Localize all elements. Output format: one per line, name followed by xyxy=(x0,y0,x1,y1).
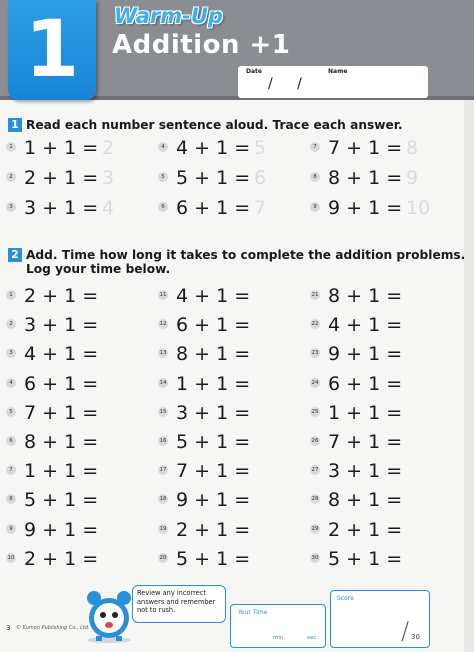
answer-blank[interactable] xyxy=(102,313,142,335)
problem-equation: 8 + 1 = xyxy=(328,285,403,307)
section-1-instruction: Read each number sentence aloud. Trace each answer. xyxy=(26,118,403,132)
answer-blank[interactable] xyxy=(102,284,142,306)
problem-equation: 5 + 1 = xyxy=(176,547,251,570)
answer-blank[interactable] xyxy=(102,430,142,452)
trace-problem xyxy=(6,136,156,160)
problem-equation: 1 + 1 = xyxy=(328,401,403,424)
tip-text: Review any incorrect answers and remember not to rush. xyxy=(137,589,216,614)
section-2-instruction-line1: Add. Time how long it takes to complete the addition problems. xyxy=(26,248,466,262)
problem-number: 24 xyxy=(311,379,319,386)
trace-problem xyxy=(6,166,156,190)
answer-blank[interactable] xyxy=(254,459,294,481)
trace-answer[interactable]: 2 xyxy=(102,137,115,159)
answer-blank[interactable] xyxy=(406,372,446,394)
problem-number: 1 xyxy=(6,290,16,300)
problem-equation: 4 + 1 = xyxy=(328,314,403,337)
problem-number: 22 xyxy=(311,321,319,328)
problem-equation: 8 + 1 = xyxy=(24,431,99,453)
problem-equation: 4 + 1 = xyxy=(24,343,99,366)
problem-number: 5 xyxy=(158,172,168,182)
problem-equation: 9 + 1 = xyxy=(328,197,403,219)
addition-problem xyxy=(310,372,460,396)
problem-equation: 4 + 1 = xyxy=(176,285,251,307)
answer-blank[interactable] xyxy=(102,372,142,394)
addition-problem xyxy=(158,518,308,542)
problem-number: 20 xyxy=(159,554,167,561)
problem-equation: 3 + 1 = xyxy=(328,460,403,483)
answer-blank[interactable] xyxy=(406,342,446,364)
problem-number: 21 xyxy=(311,292,319,298)
answer-blank[interactable] xyxy=(254,518,294,540)
answer-blank[interactable] xyxy=(406,430,446,452)
problem-equation: 9 + 1 = xyxy=(328,343,403,366)
answer-blank[interactable] xyxy=(102,518,142,540)
name-label: Name xyxy=(328,68,348,75)
problem-number: 3 xyxy=(6,202,16,212)
trace-problem xyxy=(310,196,460,220)
problem-equation: 7 + 1 = xyxy=(328,137,403,159)
trace-problem xyxy=(310,166,460,190)
problem-number: 4 xyxy=(158,142,168,152)
problem-equation: 2 + 1 = xyxy=(176,518,251,541)
problem-equation: 4 + 1 = xyxy=(176,137,251,159)
problem-number: 2 xyxy=(6,319,16,329)
problem-equation: 6 + 1 = xyxy=(24,372,99,395)
problem-equation: 6 + 1 = xyxy=(328,372,403,395)
problem-number: 12 xyxy=(159,321,167,328)
answer-blank[interactable] xyxy=(254,313,294,335)
problem-number: 1 xyxy=(6,142,16,152)
trace-problem xyxy=(6,196,156,220)
copyright: © Kumon Publishing Co., Ltd. xyxy=(16,625,90,631)
score-total: 30 xyxy=(411,633,420,641)
problem-equation: 6 + 1 = xyxy=(176,314,251,337)
addition-problem xyxy=(6,459,156,483)
addition-problem xyxy=(158,430,308,454)
trace-answer[interactable]: 3 xyxy=(102,167,115,189)
answer-blank[interactable] xyxy=(254,401,294,423)
problem-number: 13 xyxy=(159,350,167,357)
problem-number: 28 xyxy=(311,496,319,503)
problem-equation: 8 + 1 = xyxy=(328,489,403,512)
problem-number: 17 xyxy=(159,467,167,474)
addition-problem xyxy=(158,488,308,512)
problem-number: 16 xyxy=(159,438,167,444)
answer-blank[interactable] xyxy=(102,459,142,481)
problem-number: 8 xyxy=(6,494,16,504)
addition-problem xyxy=(6,313,156,337)
problem-number: 14 xyxy=(159,379,167,386)
problem-equation: 1 + 1 = xyxy=(176,372,251,395)
answer-blank[interactable] xyxy=(406,547,446,569)
min-label: min. xyxy=(273,635,286,641)
addition-problem xyxy=(158,401,308,425)
trace-answer[interactable]: 4 xyxy=(102,197,115,219)
problem-equation: 5 + 1 = xyxy=(328,547,403,570)
addition-problem xyxy=(310,284,460,308)
problem-number: 18 xyxy=(159,496,167,503)
tip-bubble xyxy=(132,585,226,623)
addition-problem xyxy=(158,284,308,308)
answer-blank[interactable] xyxy=(254,488,294,510)
page-title: Addition +1 xyxy=(112,30,291,60)
problem-equation: 2 + 1 = xyxy=(24,285,99,307)
date-label: Date xyxy=(246,68,262,75)
problem-number: 9 xyxy=(310,202,320,212)
problem-number: 11 xyxy=(159,292,167,298)
addition-problem xyxy=(310,459,460,483)
problem-number: 7 xyxy=(6,465,16,475)
answer-blank[interactable] xyxy=(254,547,294,569)
problem-equation: 1 + 1 = xyxy=(24,460,99,483)
problem-equation: 5 + 1 = xyxy=(176,431,251,453)
problem-equation: 8 + 1 = xyxy=(328,167,403,189)
answer-blank[interactable] xyxy=(406,284,446,306)
sec-label: sec. xyxy=(307,635,319,641)
section-2-instruction-line2: Log your time below. xyxy=(26,262,171,276)
trace-answer[interactable]: 9 xyxy=(406,167,419,189)
trace-answer[interactable]: 5 xyxy=(254,137,267,159)
addition-problem xyxy=(158,372,308,396)
addition-problem xyxy=(6,430,156,454)
problem-number: 5 xyxy=(6,407,16,417)
addition-problem xyxy=(158,342,308,366)
trace-answer[interactable]: 6 xyxy=(254,167,267,189)
page-edge xyxy=(464,100,474,652)
problem-equation: 7 + 1 = xyxy=(176,460,251,483)
answer-blank[interactable] xyxy=(406,488,446,510)
alarm-clock-icon xyxy=(82,588,136,644)
addition-problem xyxy=(6,518,156,542)
trace-answer[interactable]: 7 xyxy=(254,197,267,219)
trace-problem xyxy=(158,196,308,220)
problem-number: 29 xyxy=(311,525,319,532)
page-number: 3 xyxy=(6,624,11,632)
answer-blank[interactable] xyxy=(254,372,294,394)
problem-equation: 2 + 1 = xyxy=(24,167,99,189)
addition-problem xyxy=(310,313,460,337)
trace-problem xyxy=(158,136,308,160)
problem-number: 30 xyxy=(311,554,319,561)
problem-equation: 9 + 1 = xyxy=(24,518,99,541)
problem-equation: 7 + 1 = xyxy=(328,431,403,453)
warmup-subtitle: Warm-Up xyxy=(114,4,223,28)
your-time-label: Your Time xyxy=(238,609,268,616)
problem-equation: 3 + 1 = xyxy=(24,197,99,219)
addition-problem xyxy=(310,547,460,571)
addition-problem xyxy=(6,401,156,425)
unit-tab xyxy=(8,0,96,100)
section-2-number: 2 xyxy=(8,248,22,262)
addition-problem xyxy=(6,547,156,571)
problem-equation: 9 + 1 = xyxy=(176,489,251,512)
problem-equation: 7 + 1 = xyxy=(24,401,99,424)
answer-blank[interactable] xyxy=(406,401,446,423)
answer-blank[interactable] xyxy=(254,342,294,364)
answer-blank[interactable] xyxy=(406,518,446,540)
problem-number: 6 xyxy=(6,436,16,446)
answer-blank[interactable] xyxy=(254,430,294,452)
problem-number: 7 xyxy=(310,142,320,152)
problem-equation: 3 + 1 = xyxy=(176,401,251,424)
addition-problem xyxy=(6,488,156,512)
problem-equation: 2 + 1 = xyxy=(328,518,403,541)
problem-number: 27 xyxy=(311,467,319,474)
problem-equation: 8 + 1 = xyxy=(176,343,251,366)
answer-blank[interactable] xyxy=(102,342,142,364)
problem-number: 15 xyxy=(159,408,167,415)
unit-number: 1 xyxy=(24,5,80,95)
answer-blank[interactable] xyxy=(102,401,142,423)
addition-problem xyxy=(158,313,308,337)
date-field[interactable]: / / xyxy=(268,76,312,92)
addition-problem xyxy=(310,401,460,425)
problem-number: 10 xyxy=(7,554,15,561)
problem-number: 25 xyxy=(311,408,319,415)
problem-equation: 5 + 1 = xyxy=(176,167,251,189)
addition-problem xyxy=(310,518,460,542)
addition-problem xyxy=(6,284,156,308)
trace-problem xyxy=(310,136,460,160)
time-box[interactable] xyxy=(230,604,326,648)
addition-problem xyxy=(6,342,156,366)
answer-blank[interactable] xyxy=(102,547,142,569)
trace-answer[interactable]: 10 xyxy=(406,197,431,219)
problem-equation: 6 + 1 = xyxy=(176,197,251,219)
score-box[interactable] xyxy=(330,590,430,648)
date-name-box xyxy=(238,66,428,98)
problem-number: 9 xyxy=(6,524,16,534)
trace-problem xyxy=(158,166,308,190)
answer-blank[interactable] xyxy=(406,459,446,481)
trace-answer[interactable]: 8 xyxy=(406,137,419,159)
addition-problem xyxy=(6,372,156,396)
problem-number: 2 xyxy=(6,172,16,182)
problem-equation: 3 + 1 = xyxy=(24,314,99,337)
problem-number: 23 xyxy=(311,350,319,357)
addition-problem xyxy=(310,430,460,454)
addition-problem xyxy=(158,547,308,571)
answer-blank[interactable] xyxy=(254,284,294,306)
answer-blank[interactable] xyxy=(406,313,446,335)
addition-problem xyxy=(310,342,460,366)
addition-problem xyxy=(158,459,308,483)
addition-problem xyxy=(310,488,460,512)
problem-equation: 2 + 1 = xyxy=(24,547,99,570)
problem-number: 4 xyxy=(6,378,16,388)
problem-number: 8 xyxy=(310,172,320,182)
problem-number: 3 xyxy=(6,348,16,358)
problem-equation: 1 + 1 = xyxy=(24,137,99,159)
score-slash: / xyxy=(401,617,410,645)
problem-number: 19 xyxy=(159,525,167,532)
score-label: Score xyxy=(337,595,354,602)
problem-equation: 5 + 1 = xyxy=(24,489,99,512)
problem-number: 26 xyxy=(311,438,319,444)
answer-blank[interactable] xyxy=(102,488,142,510)
section-1-number: 1 xyxy=(8,118,22,132)
problem-number: 6 xyxy=(158,202,168,212)
